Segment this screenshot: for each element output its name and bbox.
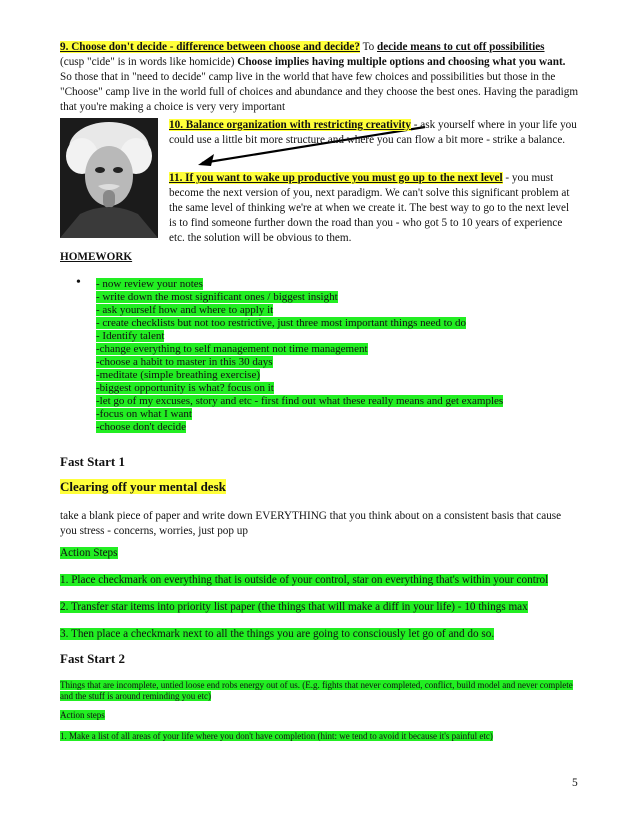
item-11-text: - you must become the next version of you, next paradigm. We can't solve this significant problem at the same level of thinking we're at when we create it. The best way to go to the next level is to find someone further down the road than you - who got 5 to 10 years of experience etc. the solution will be obvious to them.	[169, 172, 570, 244]
list-item: -let go of my excuses, story and etc - first find out what these really means and get examples	[96, 395, 504, 407]
item-9-bold: Choose implies having multiple options and choosing what you want.	[237, 56, 566, 68]
fast-start-1-title: Fast Start 1	[60, 454, 125, 469]
list-item: -meditate (simple breathing exercise)	[96, 369, 261, 381]
page-number: 5	[572, 777, 578, 789]
item-10-heading: 10. Balance organization with restricting creativity	[169, 119, 411, 131]
list-item: - write down the most significant ones / biggest insight	[96, 291, 338, 303]
list-item: -change everything to self management not time management	[96, 343, 368, 355]
item-10-paragraph	[169, 118, 579, 148]
list-item: -choose a habit to master in this 30 days	[96, 356, 273, 368]
list-item: - ask yourself how and where to apply it	[96, 304, 274, 316]
fast-start-1-step-1: 1. Place checkmark on everything that is outside of your control, star on everything that's within your control	[60, 574, 549, 586]
fast-start-1-step-3: 3. Then place a checkmark next to all the things you are going to consciously let go of and do so.	[60, 628, 495, 640]
item-10-text: - ask yourself where in your life you could use a little bit more structure and where you can flow a bit more - strike a balance.	[169, 119, 577, 146]
list-item: - now review your notes	[96, 278, 203, 290]
fast-start-2-step-1: 1. Make a list of all areas of your life where you don't have completion (hint: we tend to avoid it because it's painful etc)	[60, 731, 493, 741]
fast-start-2-action-label: Action steps	[60, 710, 105, 720]
fast-start-1-action-label: Action Steps	[60, 547, 118, 559]
fast-start-1-step-2: 2. Transfer star items into priority list paper (the things that will make a diff in your life) - 10 things max	[60, 601, 528, 613]
item-9-lead: decide means to cut off possibilities	[377, 41, 545, 53]
portrait-image	[60, 118, 158, 238]
item-9-to: To	[359, 41, 378, 53]
homework-list	[96, 278, 566, 434]
item-11-heading: 11. If you want to wake up productive you must go up to the next level	[169, 172, 503, 184]
list-item: - Identify talent	[96, 330, 165, 342]
list-item: -focus on what I want	[96, 408, 192, 420]
fast-start-2-title: Fast Start 2	[60, 651, 125, 666]
item-9-heading: 9. Choose don't decide - difference between choose and decide?	[60, 41, 360, 53]
item-11-paragraph	[169, 171, 579, 246]
bullet-icon: •	[76, 275, 81, 290]
fast-start-2-intro: Things that are incomplete, untied loose end robs energy out of us. (E.g. fights that never completed, conflict, build model and never complete and the stuff is around reminding you etc)	[60, 680, 573, 701]
fast-start-1-subtitle: Clearing off your mental desk	[60, 479, 226, 494]
item-9-paragraph	[60, 40, 580, 115]
list-item: -choose don't decide	[96, 421, 186, 433]
fast-start-1-intro: take a blank piece of paper and write down EVERYTHING that you think about on a consistent basis that cause you stress - concerns, worries, just pop up	[60, 510, 562, 537]
list-item: - create checklists but not too restrictive, just three most important things need to do	[96, 317, 466, 329]
list-item: -biggest opportunity is what? focus on it	[96, 382, 274, 394]
item-9-line2: (cusp "cide" is in words like homicide)	[60, 56, 238, 68]
homework-title: HOMEWORK	[60, 251, 133, 263]
item-9-rest: So those that in "need to decide" camp live in the world that have few choices and possibilities but those in the "Choose" camp live in the world full of choices and abundance and they choose the best ones. Having the paradigm that you're making a choice is very very important	[60, 71, 579, 113]
